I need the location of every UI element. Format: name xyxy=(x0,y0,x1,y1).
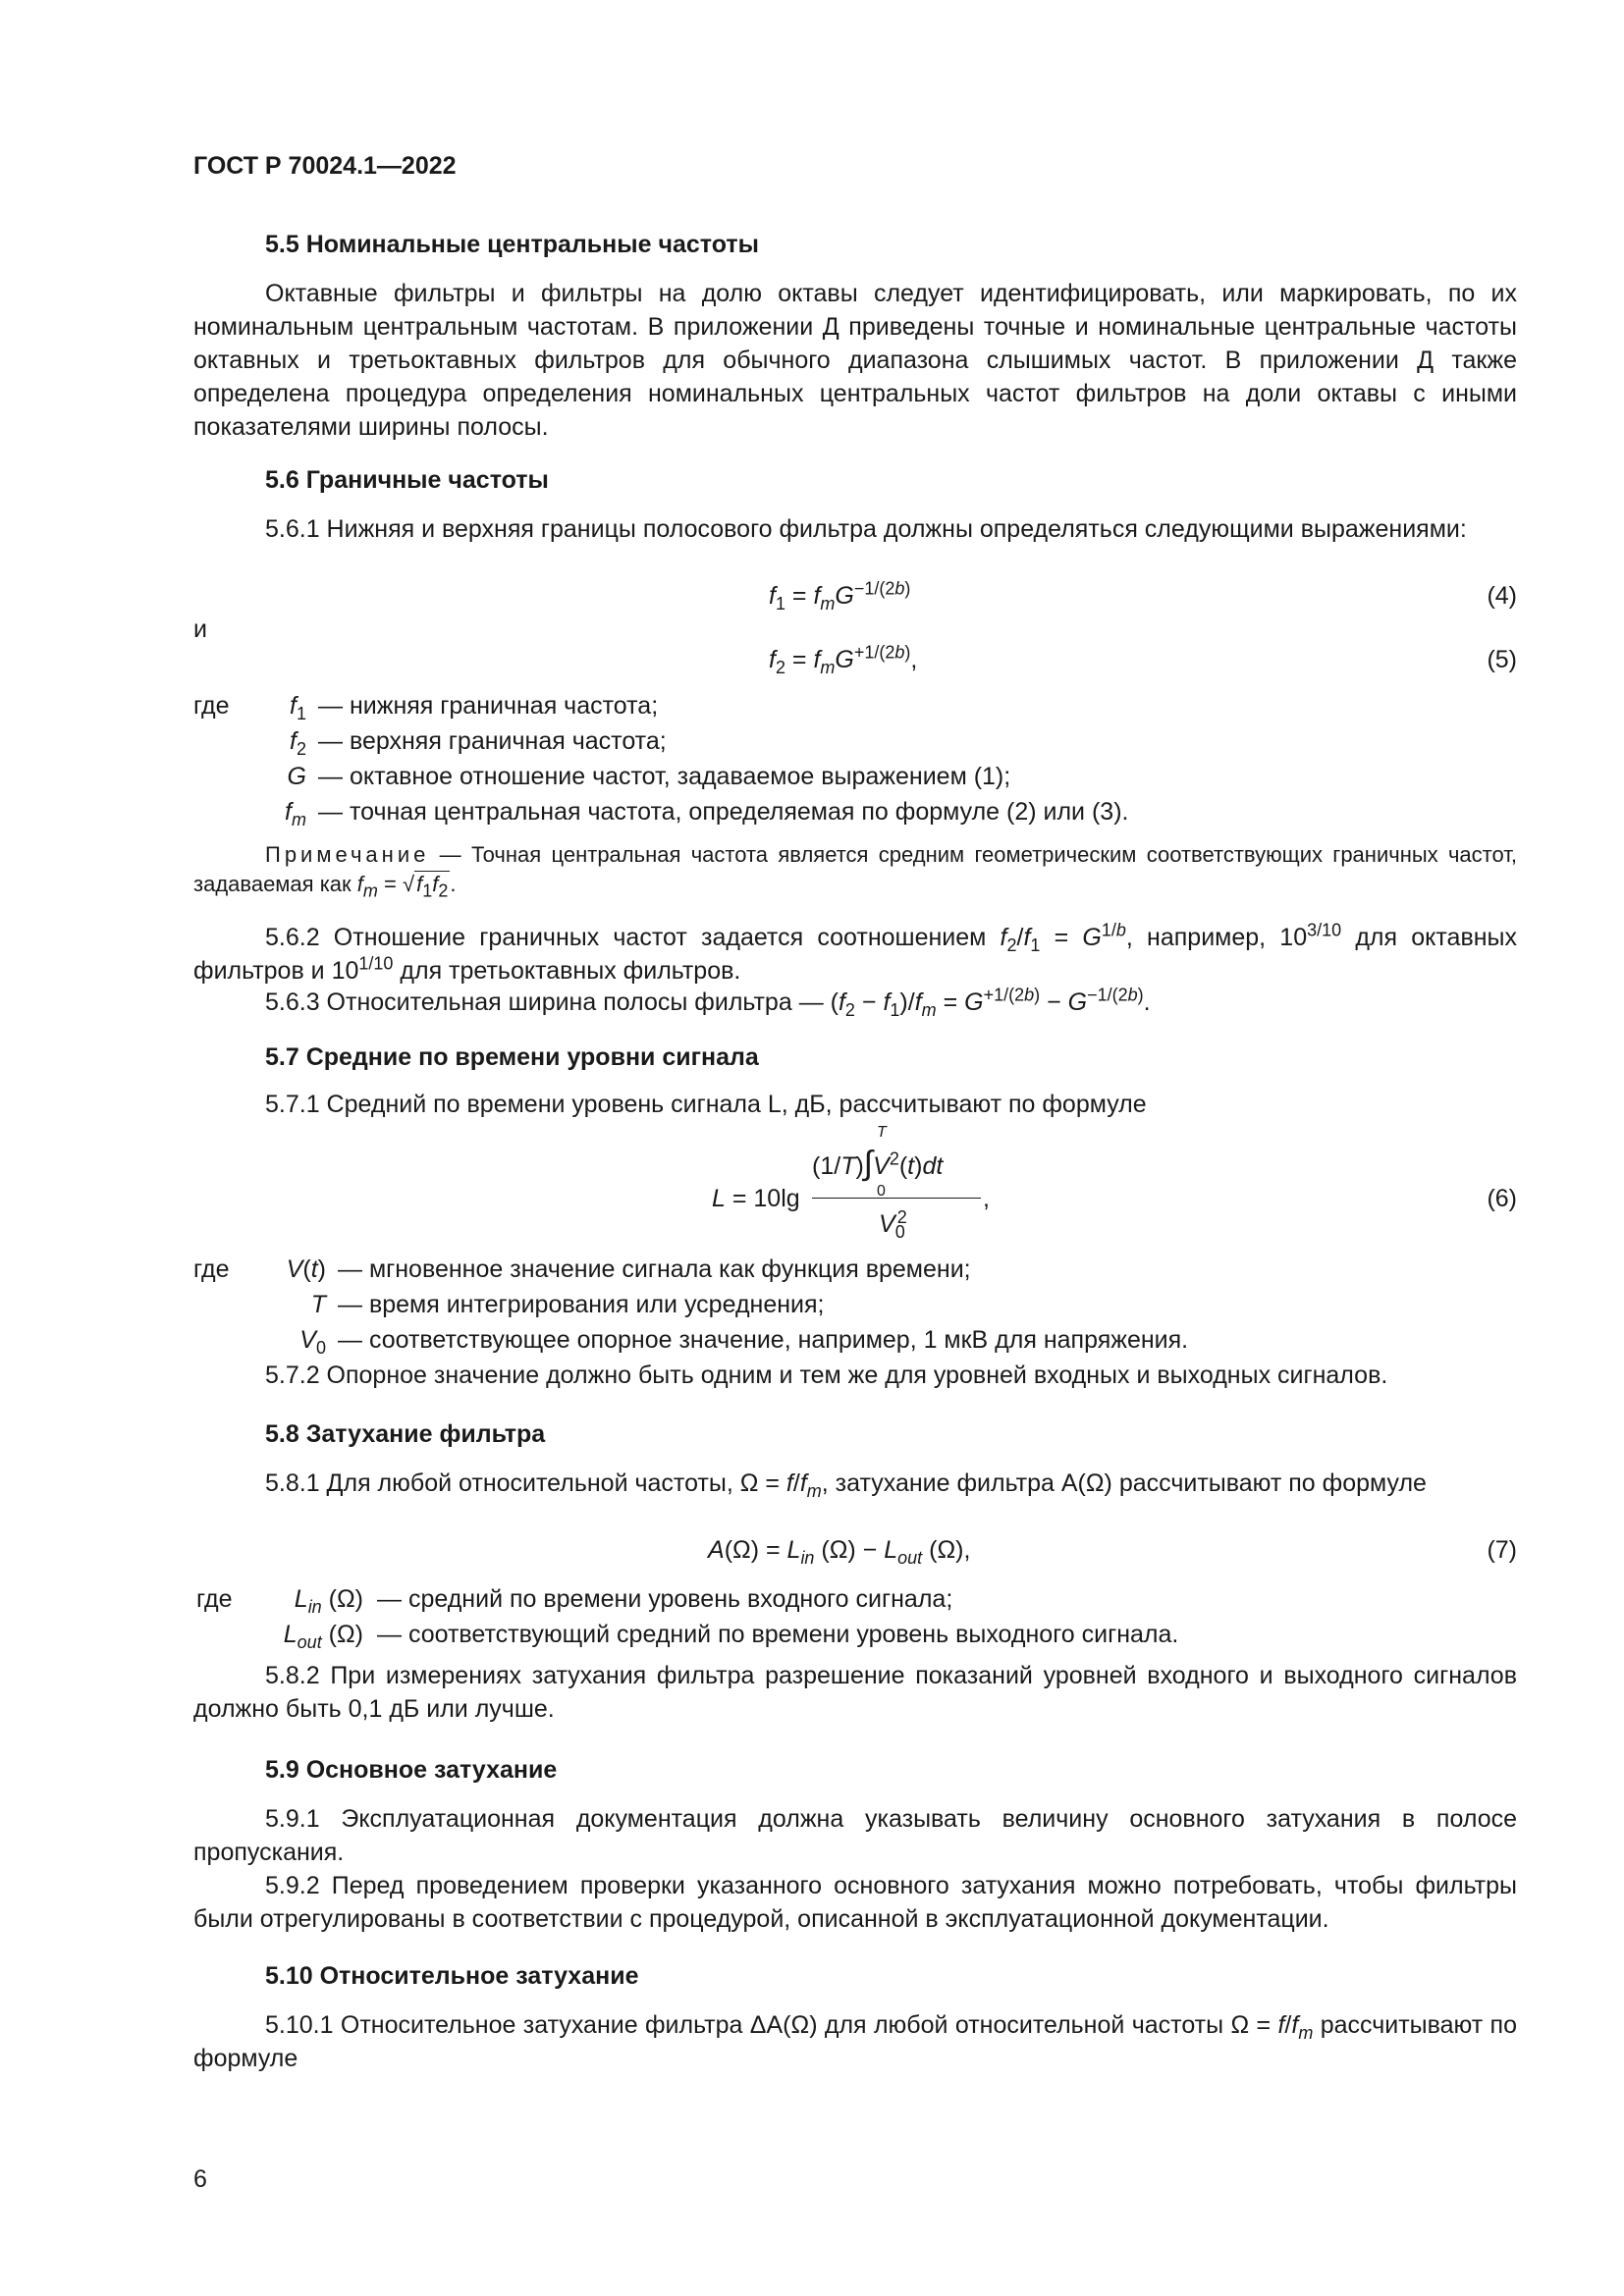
para-5-8-1: 5.8.1 Для любой относительной частоты, $\Omega = f/f_m$, затухание фильтра A(Ω) рассчитывают по формуле xyxy=(265,1469,1427,1501)
def-Lin: — средний по времени уровень входного сигнала; xyxy=(377,1585,953,1613)
note-5-6: Примечание — Точная центральная частота является средним геометрическим соответствующих граничных частот, задаваемая как $f_m = √f_1f_2$. xyxy=(193,842,1517,901)
symbol-Lout: $L_{out}$ (Ω) xyxy=(283,1621,363,1652)
where-label: где xyxy=(193,692,230,720)
section-5-5-body: Октавные фильтры и фильтры на долю октавы следует идентифицировать, или маркировать, по их номинальным центральным частотам. В приложении Д приведены точные и номинальные центральные частоты октавных и третьоктавных фильтров для обычного диапазона слышимых частот. В приложении Д также определена процедура определения номинальных центральных частот фильтров на доли октавы с иными показателями ширины полосы. xyxy=(193,280,1517,441)
para-5-6-1: 5.6.1 Нижняя и верхняя границы полосового фильтра должны определяться следующими выражениями: xyxy=(265,515,1467,543)
def-V0: — соответствующее опорное значение, например, 1 мкВ для напряжения. xyxy=(338,1326,1189,1354)
para-5-9-1: 5.9.1 Эксплуатационная документация должна указывать величину основного затухания в полосе пропускания. xyxy=(193,1805,1517,1866)
para-5-10-1: 5.10.1 Относительное затухание фильтра ΔA(Ω) для любой относительной частоты $\Omega = f/f_m$ рассчитывают по формуле xyxy=(193,2011,1517,2072)
para-5-7-1: 5.7.1 Средний по времени уровень сигнала L, дБ, рассчитывают по формуле xyxy=(265,1091,1147,1118)
symbol-Vt: V(t) xyxy=(286,1255,326,1283)
note-label: Примечание xyxy=(265,842,430,867)
symbol-G: G xyxy=(287,763,306,790)
equation-7: $A(\Omega) = L_{in}$ $(\Omega) - L_{out}$ (Ω), xyxy=(708,1536,971,1568)
page-number: 6 xyxy=(193,2165,207,2193)
where-label-3: где xyxy=(196,1585,233,1613)
def-f2: — верхняя граничная частота; xyxy=(318,727,667,755)
section-5-8-title: 5.8 Затухание фильтра xyxy=(265,1420,546,1448)
def-fm: — точная центральная частота, определяемая по формуле (2) или (3). xyxy=(318,798,1129,826)
para-5-6-3: 5.6.3 Относительная ширина полосы фильтра — $(f_2 - f_1)/f_m = G^{+1/(2b)} - G^{-1/(2b)}$. xyxy=(265,985,1151,1020)
symbol-Lin: $L_{in}$ (Ω) xyxy=(294,1585,363,1617)
symbol-f2: $f_2$ xyxy=(290,727,306,759)
symbol-T: T xyxy=(310,1291,326,1318)
document-id: ГОСТ Р 70024.1—2022 xyxy=(193,152,457,180)
section-5-5-title: 5.5 Номинальные центральные частоты xyxy=(265,231,759,258)
equation-7-number: (7) xyxy=(1487,1536,1517,1564)
section-5-6-title: 5.6 Граничные частоты xyxy=(265,466,549,494)
para-5-7-2: 5.7.2 Опорное значение должно быть одним и тем же для уровней входных и выходных сигналов. xyxy=(265,1362,1388,1389)
symbol-f1: $f_1$ xyxy=(290,692,306,723)
def-Lout: — соответствующий средний по времени уровень выходного сигнала. xyxy=(377,1621,1179,1648)
para-5-9-2: 5.9.2 Перед проведением проверки указанного основного затухания можно потребовать, чтобы фильтры были отрегулированы в соответствии с процедурой, описанной в эксплуатационной документации. xyxy=(193,1872,1517,1933)
equation-4-number: (4) xyxy=(1487,582,1517,610)
section-5-9-title: 5.9 Основное затухание xyxy=(265,1756,558,1784)
symbol-fm: $f_m$ xyxy=(285,798,306,829)
para-5-8-2: 5.8.2 При измерениях затухания фильтра разрешение показаний уровней входного и выходного сигналов должно быть 0,1 дБ или лучше. xyxy=(193,1662,1517,1723)
section-5-10-title: 5.10 Относительное затухание xyxy=(265,1962,639,1990)
where-label-2: где xyxy=(193,1255,230,1283)
and-text: и xyxy=(193,615,207,643)
equation-6-number: (6) xyxy=(1487,1185,1517,1212)
equation-6: L = 10lg $(1/T)\int V^2(t)dt$ T 0 $V_0^2$ , xyxy=(712,1124,990,1242)
def-Vt: — мгновенное значение сигнала как функция времени; xyxy=(338,1255,971,1283)
def-G: — октавное отношение частот, задаваемое выражением (1); xyxy=(318,763,1011,790)
equation-4: $f_1 = f_mG^{-1/(2b)}$ xyxy=(769,578,911,614)
equation-5: $f_2 = f_mG^{+1/(2b)}$, xyxy=(769,642,918,677)
def-f1: — нижняя граничная частота; xyxy=(318,692,659,720)
note-text: — Точная центральная частота является средним геометрическим соответствующих граничных частот, задаваемая как xyxy=(193,842,1517,896)
equation-5-number: (5) xyxy=(1487,646,1517,673)
symbol-V0: $V_0$ xyxy=(299,1326,326,1358)
section-5-7-title: 5.7 Средние по времени уровни сигнала xyxy=(265,1043,759,1071)
def-T: — время интегрирования или усреднения; xyxy=(338,1291,825,1318)
para-5-6-2: 5.6.2 Отношение граничных частот задается соотношением $f_2/f_1 = G^{1/b}$, например, $10^{3/10}$ для октавных фильтров и $10^{1/10}$ для третьоктавных фильтров. xyxy=(193,920,1518,985)
